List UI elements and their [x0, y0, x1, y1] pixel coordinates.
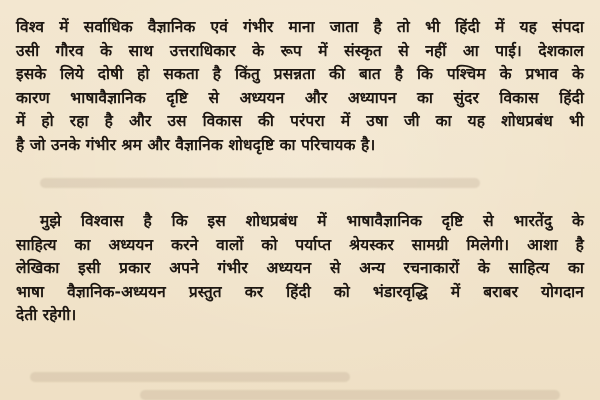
- text-line: उसी गौरव के साथ उत्तराधिकार के रूप में संस्कृत से नहीं आ पाई। देशकाल: [16, 41, 584, 60]
- text-line: कारण भाषावैज्ञानिक दृष्टि से अध्ययन और अध्यापन का सुंदर विकास हिंदी: [16, 88, 584, 107]
- text-line: इसके लिये दोषी हो सकता है किंतु प्रसन्नता की बात है कि पश्चिम के प्रभाव के: [16, 65, 584, 83]
- text-line: लेखिका इसी प्रकार अपने गंभीर अध्ययन से अन्य रचनाकारों के साहित्य का: [16, 259, 584, 277]
- text-line: मुझे विश्वास है कि इस शोधप्रबंध में भाषावैज्ञानिक दृष्टि से भारतेंदु के: [40, 212, 584, 230]
- show-through-mark: [140, 390, 560, 400]
- paragraph-1: [16, 16, 584, 157]
- text-line: में हो रहा है और उस विकास की परंपरा में उषा जी का यह शोधप्रबंध भी: [16, 112, 584, 130]
- text-line: विश्व में सर्वाधिक वैज्ञानिक एवं गंभीर माना जाता है तो भी हिंदी में यह संपदा: [16, 18, 584, 36]
- text-line: साहित्य का अध्ययन करने वालों को पर्याप्त श्रेयस्कर सामग्री मिलेगी। आशा है: [16, 235, 584, 254]
- text-line: है जो उनके गंभीर श्रम और वैज्ञानिक शोधदृष्टि का परिचायक है।: [16, 135, 376, 154]
- text-line: देती रहेगी।: [16, 306, 77, 324]
- paragraph-2: [16, 210, 584, 328]
- show-through-mark: [40, 178, 480, 188]
- text-line: भाषा वैज्ञानिक-अध्ययन प्रस्तुत कर हिंदी को भंडारवृद्धि में बराबर योगदान: [16, 282, 584, 301]
- show-through-mark: [30, 372, 350, 382]
